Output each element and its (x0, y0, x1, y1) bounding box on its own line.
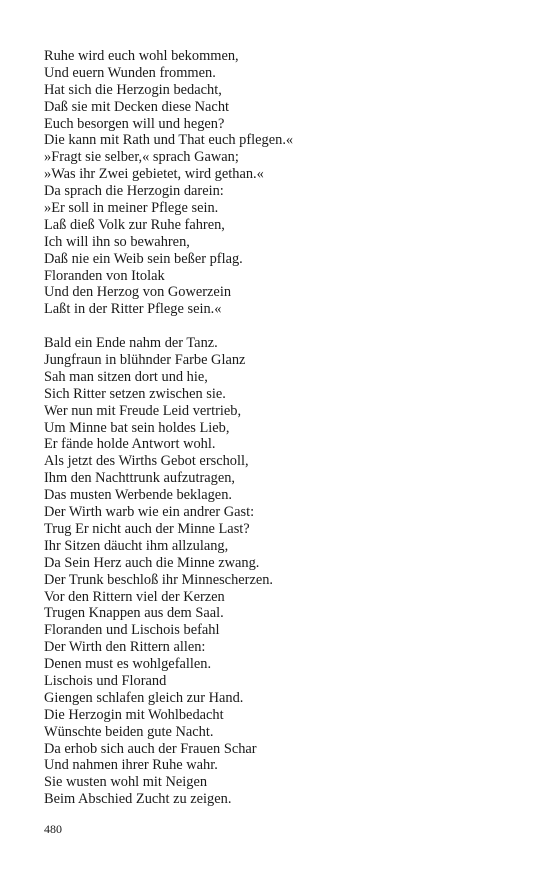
verse-line: Das musten Werbende beklagen. (44, 487, 232, 504)
verse-line: Denen must es wohlgefallen. (44, 656, 212, 673)
verse-line: Wünschte beiden gute Nacht. (44, 723, 214, 740)
verse-line: Laßt in der Ritter Pflege sein.« (44, 301, 222, 318)
verse-line: »Was ihr Zwei gebietet, wird gethan.« (44, 166, 264, 183)
verse-line: Vor den Rittern viel der Kerzen (44, 588, 225, 605)
verse-line: Wer nun mit Freude Leid vertrieb, (44, 402, 242, 419)
stanza-2 (44, 335, 534, 808)
verse-line: Daß nie ein Weib sein beßer pflag. (44, 250, 243, 267)
stanza-1 (44, 48, 534, 318)
verse-line: »Fragt sie selber,« sprach Gawan; (44, 149, 239, 166)
verse-line: Laß dieß Volk zur Ruhe fahren, (44, 216, 225, 233)
verse-line: Die kann mit Rath und That euch pflegen.« (44, 132, 294, 149)
verse-line: Der Wirth den Rittern allen: (44, 639, 206, 656)
verse-line: Bald ein Ende nahm der Tanz. (44, 335, 218, 352)
verse-line: Der Wirth warb wie ein andrer Gast: (44, 504, 255, 521)
verse-line: Ruhe wird euch wohl bekommen, (44, 48, 239, 64)
verse-line: Beim Abschied Zucht zu zeigen. (44, 791, 232, 808)
verse-line: Ich will ihn so bewahren, (44, 233, 190, 250)
verse-line: Ihm den Nachttrunk aufzutragen, (44, 470, 235, 487)
verse-line: Ihr Sitzen däucht ihm allzulang, (44, 537, 229, 554)
verse-line: Lischois und Florand (44, 672, 167, 689)
page-number: 480 (44, 822, 62, 836)
verse-line: Der Trunk beschloß ihr Minnescherzen. (44, 571, 274, 588)
verse-line: Floranden von Itolak (44, 267, 165, 284)
verse-line: Euch besorgen will und hegen? (44, 115, 225, 132)
verse-line: Da erhob sich auch der Frauen Schar (44, 740, 257, 757)
verse-line: Und euern Wunden frommen. (44, 64, 216, 81)
verse-line: Sie wusten wohl mit Neigen (44, 774, 208, 791)
verse-line: Da sprach die Herzogin darein: (44, 183, 224, 200)
verse-line: »Er soll in meiner Pflege sein. (44, 200, 219, 217)
verse-line: Die Herzogin mit Wohlbedacht (44, 706, 224, 723)
verse-line: Und den Herzog von Gowerzein (44, 284, 232, 301)
verse-line: Sah man sitzen dort und hie, (44, 368, 208, 385)
verse-line: Um Minne bat sein holdes Lieb, (44, 419, 230, 436)
verse-line: Daß sie mit Decken diese Nacht (44, 98, 230, 115)
verse-line: Als jetzt des Wirths Gebot erscholl, (44, 453, 249, 470)
verse-line: Und nahmen ihrer Ruhe wahr. (44, 757, 218, 774)
verse-line: Floranden und Lischois befahl (44, 622, 220, 639)
verse-line: Hat sich die Herzogin bedacht, (44, 81, 222, 98)
verse-line: Da Sein Herz auch die Minne zwang. (44, 554, 260, 571)
verse-line: Trugen Knappen aus dem Saal. (44, 605, 224, 622)
verse-line: Sich Ritter setzen zwischen sie. (44, 385, 226, 402)
verse-line: Er fände holde Antwort wohl. (44, 436, 216, 453)
poem-text (44, 48, 534, 808)
verse-line: Jungfraun in blühnder Farbe Glanz (44, 352, 246, 369)
verse-line: Trug Er nicht auch der Minne Last? (44, 520, 250, 537)
verse-line: Giengen schlafen gleich zur Hand. (44, 689, 244, 706)
